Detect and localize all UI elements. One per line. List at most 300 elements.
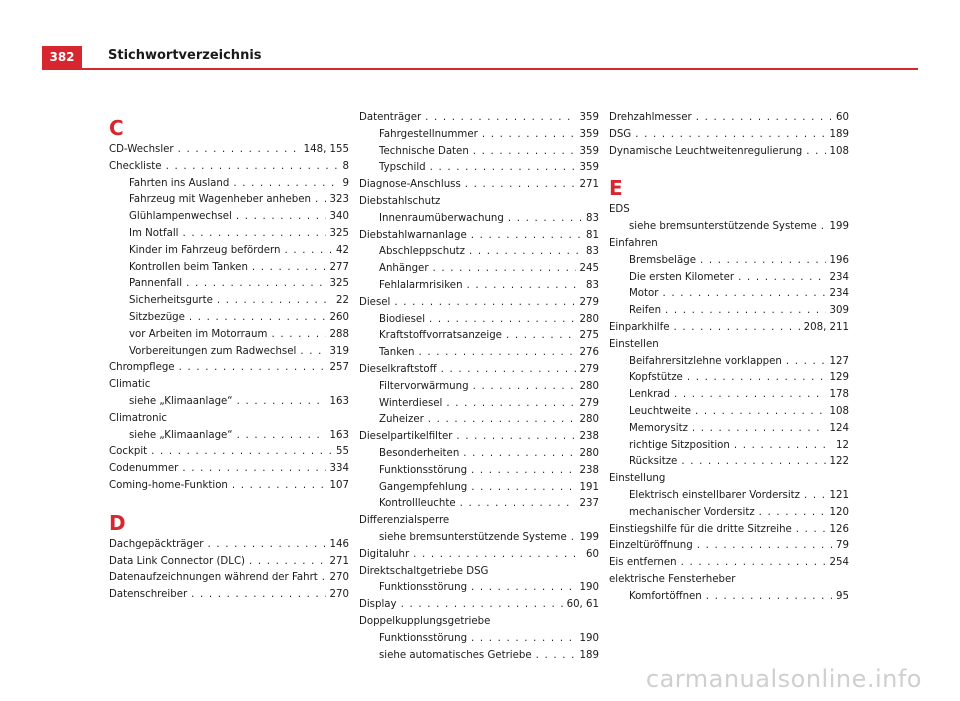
index-subentry: [609, 589, 849, 606]
index-heading-entry: [359, 564, 599, 581]
entry-label: Elektrisch einstellbarer Vordersitz: [629, 489, 801, 501]
entry-page-number: 178: [829, 389, 849, 401]
entry-label: Dieselkraftstoff: [359, 363, 437, 375]
entry-page-number: 279: [579, 363, 599, 375]
entry-label: Datenträger: [359, 112, 422, 123]
index-subentry: [109, 260, 349, 277]
entry-label: Sitzbezüge: [129, 311, 185, 323]
entry-page-number: 108: [829, 405, 849, 417]
entry-page-number: 238: [579, 464, 599, 476]
leader-dots: [182, 461, 325, 478]
entry-label: Data Link Connector (DLC): [109, 555, 246, 567]
entry-label: Einstellen: [609, 338, 659, 350]
entry-label: Display: [359, 599, 397, 611]
entry-page-number: 196: [829, 254, 849, 266]
entry-label: Bremsbeläge: [629, 254, 696, 266]
entry-label: Doppelkupplungsgetriebe: [359, 615, 491, 627]
entry-page-number: 190: [579, 582, 599, 594]
leader-dots: [674, 387, 826, 404]
leader-dots: [425, 110, 575, 127]
index-entry: [109, 360, 349, 377]
entry-label: DSG: [609, 128, 632, 140]
entry-page-number: 275: [579, 330, 599, 342]
entry-page-number: 55: [336, 446, 349, 458]
index-entry: [359, 547, 599, 564]
index-entry: [109, 587, 349, 604]
index-subentry: [609, 387, 849, 404]
entry-page-number: 83: [586, 212, 599, 224]
index-subentry: [359, 496, 599, 513]
entry-page-number: 60: [836, 112, 849, 123]
entry-label: Einzeltüröffnung: [609, 540, 693, 552]
entry-label: siehe bremsunterstützende Systeme: [379, 531, 567, 543]
entry-label: Rücksitze: [629, 456, 678, 468]
entry-page-number: 271: [329, 555, 349, 567]
entry-label: Fahrten ins Ausland: [129, 177, 230, 189]
entry-label: Kontrollleuchte: [379, 498, 456, 510]
index-heading-entry: [359, 513, 599, 530]
entry-label: Innenraumüberwachung: [379, 212, 504, 224]
leader-dots: [695, 404, 826, 421]
entry-label: Funktionsstörung: [379, 464, 468, 476]
entry-page-number: 279: [579, 397, 599, 409]
entry-page-number: 260: [329, 311, 349, 323]
page-title: Stichwortverzeichnis: [108, 48, 262, 63]
entry-page-number: 60, 61: [566, 599, 599, 611]
entry-page-number: 234: [829, 288, 849, 300]
leader-dots: [738, 270, 825, 287]
entry-page-number: 83: [586, 279, 599, 291]
entry-label: Einfahren: [609, 237, 658, 249]
entry-label: Einstellung: [609, 473, 666, 485]
index-subentry: [609, 404, 849, 421]
entry-label: Pannenfall: [129, 278, 183, 290]
section-gap: [109, 495, 349, 505]
entry-label: Biodiesel: [379, 313, 426, 325]
entry-label: Funktionsstörung: [379, 582, 468, 594]
entry-label: Typschild: [379, 162, 426, 174]
entry-page-number: 189: [579, 649, 599, 661]
leader-dots: [413, 547, 582, 564]
entry-page-number: 127: [829, 355, 849, 367]
leader-dots: [734, 438, 832, 455]
index-subentry: [109, 209, 349, 226]
entry-page-number: 208, 211: [803, 321, 849, 333]
entry-page-number: 83: [586, 246, 599, 258]
entry-label: Beifahrersitzlehne vorklappen: [629, 355, 782, 367]
leader-dots: [821, 219, 826, 236]
leader-dots: [179, 360, 326, 377]
entry-page-number: 234: [829, 271, 849, 283]
leader-dots: [463, 446, 575, 463]
entry-label: Dieselpartikelfilter: [359, 431, 453, 443]
leader-dots: [471, 580, 576, 597]
index-entry: [109, 461, 349, 478]
leader-dots: [249, 554, 326, 571]
index-column-1: [109, 110, 349, 604]
leader-dots: [786, 354, 826, 371]
entry-label: Abschleppschutz: [379, 246, 465, 258]
leader-dots: [804, 488, 826, 505]
entry-label: richtige Sitzposition: [629, 439, 730, 451]
index-subentry: [609, 286, 849, 303]
leader-dots: [467, 278, 583, 295]
index-subentry: [359, 530, 599, 547]
index-subentry: [359, 446, 599, 463]
entry-page-number: 280: [579, 380, 599, 392]
leader-dots: [284, 243, 332, 260]
entry-label: Eis entfernen: [609, 557, 677, 569]
leader-dots: [189, 310, 326, 327]
index-subentry: [609, 219, 849, 236]
leader-dots: [315, 192, 326, 209]
index-subentry: [359, 127, 599, 144]
entry-label: Besonderheiten: [379, 447, 460, 459]
entry-page-number: 276: [579, 347, 599, 359]
entry-label: Datenschreiber: [109, 589, 188, 601]
leader-dots: [508, 211, 582, 228]
entry-page-number: 340: [329, 211, 349, 223]
leader-dots: [207, 537, 325, 554]
leader-dots: [428, 412, 576, 429]
index-subentry: [609, 488, 849, 505]
leader-dots: [429, 312, 576, 329]
index-subentry: [109, 310, 349, 327]
leader-dots: [217, 293, 332, 310]
index-subentry: [609, 454, 849, 471]
entry-label: Drehzahlmesser: [609, 112, 692, 123]
index-entry: [359, 228, 599, 245]
entry-label: Checkliste: [109, 160, 162, 172]
entry-label: Die ersten Kilometer: [629, 271, 735, 283]
entry-page-number: 189: [829, 128, 849, 140]
entry-page-number: 280: [579, 447, 599, 459]
leader-dots: [401, 597, 563, 614]
leader-dots: [394, 295, 575, 312]
entry-page-number: 280: [579, 313, 599, 325]
leader-dots: [471, 463, 576, 480]
index-subentry: [609, 421, 849, 438]
entry-label: Reifen: [629, 305, 662, 317]
entry-page-number: 95: [836, 590, 849, 602]
entry-label: Tanken: [379, 347, 415, 359]
entry-page-number: 60: [586, 548, 599, 560]
leader-dots: [469, 244, 582, 261]
entry-label: Coming-home-Funktion: [109, 479, 228, 491]
index-entry: [359, 295, 599, 312]
index-heading-entry: [609, 236, 849, 253]
index-entry: [109, 159, 349, 176]
entry-label: Motor: [629, 288, 659, 300]
leader-dots: [271, 327, 325, 344]
index-subentry: [359, 580, 599, 597]
index-subentry: [609, 505, 849, 522]
entry-page-number: 325: [329, 227, 349, 239]
entry-page-number: 277: [329, 261, 349, 273]
leader-dots: [237, 428, 326, 445]
entry-label: CD-Wechsler: [109, 144, 174, 155]
entry-label: siehe bremsunterstützende Systeme: [629, 221, 817, 233]
index-subentry: [609, 370, 849, 387]
leader-dots: [571, 530, 576, 547]
index-subentry: [109, 428, 349, 445]
index-entry: [359, 110, 599, 127]
entry-label: Einstiegshilfe für die dritte Sitzreihe: [609, 523, 792, 535]
index-letter-heading: E: [609, 176, 623, 201]
leader-dots: [473, 144, 576, 161]
leader-dots: [681, 454, 825, 471]
entry-page-number: 12: [836, 439, 849, 451]
index-heading-entry: [109, 411, 349, 428]
entry-label: Zuheizer: [379, 414, 424, 426]
leader-dots: [706, 589, 832, 606]
entry-page-number: 271: [579, 179, 599, 191]
entry-page-number: 359: [579, 128, 599, 140]
entry-page-number: 163: [329, 429, 349, 441]
entry-label: Lenkrad: [629, 389, 671, 401]
index-column-2: [359, 110, 599, 664]
entry-label: Chrompflege: [109, 362, 175, 374]
entry-page-number: 81: [586, 229, 599, 241]
leader-dots: [237, 394, 326, 411]
index-letter-heading: D: [109, 510, 126, 535]
entry-label: Glühlampenwechsel: [129, 211, 232, 223]
index-subentry: [109, 226, 349, 243]
index-subentry: [359, 463, 599, 480]
leader-dots: [506, 328, 576, 345]
page-header: [0, 40, 960, 70]
watermark: carmanualsonline.info: [645, 665, 922, 693]
entry-page-number: 309: [829, 305, 849, 317]
leader-dots: [233, 176, 338, 193]
index-subentry: [359, 244, 599, 261]
index-entry: [109, 142, 349, 159]
index-subentry: [359, 312, 599, 329]
leader-dots: [635, 127, 825, 144]
leader-dots: [446, 396, 575, 413]
index-subentry: [109, 344, 349, 361]
entry-page-number: 120: [829, 506, 849, 518]
entry-page-number: 146: [329, 538, 349, 550]
entry-label: Fahrzeug mit Wagenheber anheben: [129, 194, 311, 206]
entry-page-number: 323: [329, 194, 349, 206]
index-subentry: [609, 438, 849, 455]
index-subentry: [359, 631, 599, 648]
index-subentry: [359, 396, 599, 413]
entry-page-number: 237: [579, 498, 599, 510]
entry-label: elektrische Fensterheber: [609, 573, 736, 585]
index-subentry: [109, 243, 349, 260]
index-heading-entry: [359, 614, 599, 631]
index-entry: [109, 554, 349, 571]
index-subentry: [359, 648, 599, 665]
index-heading-entry: [609, 471, 849, 488]
entry-label: EDS: [609, 204, 630, 216]
index-heading-entry: [109, 377, 349, 394]
index-subentry: [359, 412, 599, 429]
entry-label: Kontrollen beim Tanken: [129, 261, 248, 273]
entry-label: Kinder im Fahrzeug befördern: [129, 244, 281, 256]
index-heading-entry: [609, 572, 849, 589]
entry-label: Einparkhilfe: [609, 321, 670, 333]
index-subentry: [109, 394, 349, 411]
index-subentry: [609, 270, 849, 287]
leader-dots: [441, 362, 576, 379]
index-subentry: [609, 354, 849, 371]
entry-label: Datenaufzeichnungen während der Fahrt: [109, 572, 318, 584]
index-subentry: [359, 160, 599, 177]
index-subentry: [109, 176, 349, 193]
index-subentry: [359, 261, 599, 278]
leader-dots: [662, 286, 825, 303]
index-entry: [609, 110, 849, 127]
entry-label: Codenummer: [109, 463, 179, 475]
entry-page-number: 129: [829, 372, 849, 384]
entry-label: Vorbereitungen zum Radwechsel: [129, 345, 297, 357]
leader-dots: [700, 253, 826, 270]
leader-dots: [471, 228, 582, 245]
index-subentry: [359, 211, 599, 228]
entry-page-number: 79: [836, 540, 849, 552]
index-entry: [359, 362, 599, 379]
entry-label: Memorysitz: [629, 422, 688, 434]
leader-dots: [482, 127, 576, 144]
index-subentry: [109, 327, 349, 344]
leader-dots: [473, 379, 576, 396]
entry-label: Anhänger: [379, 263, 429, 275]
entry-label: Im Notfall: [129, 227, 179, 239]
index-subentry: [109, 293, 349, 310]
entry-page-number: 108: [829, 145, 849, 157]
leader-dots: [674, 320, 800, 337]
index-entry: [109, 537, 349, 554]
entry-label: Direktschaltgetriebe DSG: [359, 565, 489, 577]
index-entry: [609, 320, 849, 337]
leader-dots: [665, 303, 826, 320]
leader-dots: [430, 160, 576, 177]
leader-dots: [166, 159, 339, 176]
index-entry: [609, 144, 849, 161]
index-subentry: [109, 276, 349, 293]
index-entry: [109, 444, 349, 461]
entry-page-number: 22: [336, 295, 349, 307]
index-subentry: [109, 192, 349, 209]
index-subentry: [359, 278, 599, 295]
index-entry: [359, 177, 599, 194]
leader-dots: [322, 570, 326, 587]
entry-label: Fehlalarmrisiken: [379, 279, 463, 291]
leader-dots: [681, 555, 826, 572]
entry-label: Kraftstoffvorratsanzeige: [379, 330, 502, 342]
entry-page-number: 124: [829, 422, 849, 434]
entry-label: Kopfstütze: [629, 372, 683, 384]
leader-dots: [236, 209, 326, 226]
entry-label: vor Arbeiten im Motorraum: [129, 328, 268, 340]
section-gap: [609, 160, 849, 170]
entry-label: Dynamische Leuchtweitenregulierung: [609, 145, 803, 157]
leader-dots: [697, 538, 832, 555]
index-subentry: [359, 328, 599, 345]
index-subentry: [359, 379, 599, 396]
index-entry: [609, 538, 849, 555]
entry-label: Cockpit: [109, 446, 148, 458]
leader-dots: [419, 345, 576, 362]
entry-label: Funktionsstörung: [379, 632, 468, 644]
entry-label: mechanischer Vordersitz: [629, 506, 755, 518]
entry-label: Sicherheitsgurte: [129, 295, 213, 307]
leader-dots: [471, 480, 575, 497]
leader-dots: [186, 276, 325, 293]
index-entry: [609, 127, 849, 144]
leader-dots: [796, 522, 826, 539]
leader-dots: [536, 648, 576, 665]
entry-label: siehe automatisches Getriebe: [379, 649, 532, 661]
leader-dots: [465, 177, 576, 194]
leader-dots: [696, 110, 832, 127]
entry-label: Diesel: [359, 296, 391, 308]
leader-dots: [191, 587, 325, 604]
entry-page-number: 254: [829, 557, 849, 569]
entry-page-number: 9: [342, 177, 349, 189]
entry-page-number: 359: [579, 145, 599, 157]
entry-page-number: 107: [329, 479, 349, 491]
leader-dots: [806, 144, 825, 161]
leader-dots: [252, 260, 326, 277]
entry-label: siehe „Klimaanlage“: [129, 429, 233, 441]
index-heading-entry: [359, 194, 599, 211]
entry-label: Diebstahlschutz: [359, 195, 441, 207]
index-entry: [609, 522, 849, 539]
entry-label: Technische Daten: [379, 145, 469, 157]
index-heading-entry: [609, 202, 849, 219]
index-subentry: [609, 303, 849, 320]
leader-dots: [178, 142, 300, 159]
entry-page-number: 199: [579, 531, 599, 543]
index-entry: [359, 429, 599, 446]
entry-page-number: 359: [579, 112, 599, 123]
index-column-3: [609, 110, 849, 606]
page-number: 382: [42, 46, 82, 68]
entry-page-number: 279: [579, 296, 599, 308]
leader-dots: [151, 444, 332, 461]
entry-page-number: 148, 155: [303, 144, 349, 155]
entry-page-number: 191: [579, 481, 599, 493]
entry-label: Filtervorwärmung: [379, 380, 469, 392]
entry-page-number: 359: [579, 162, 599, 174]
index-letter-heading: C: [109, 116, 124, 140]
entry-label: Differenzialsperre: [359, 515, 450, 527]
entry-label: Winterdiesel: [379, 397, 443, 409]
entry-page-number: 122: [829, 456, 849, 468]
entry-label: Komfortöffnen: [629, 590, 702, 602]
entry-page-number: 238: [579, 431, 599, 443]
entry-page-number: 280: [579, 414, 599, 426]
leader-dots: [471, 631, 576, 648]
entry-page-number: 319: [329, 345, 349, 357]
entry-label: Dachgepäckträger: [109, 538, 204, 550]
entry-page-number: 270: [329, 572, 349, 584]
entry-page-number: 288: [329, 328, 349, 340]
header-divider: [42, 68, 918, 70]
entry-page-number: 334: [329, 463, 349, 475]
leader-dots: [456, 429, 575, 446]
leader-dots: [692, 421, 826, 438]
leader-dots: [759, 505, 826, 522]
entry-label: siehe „Klimaanlage“: [129, 395, 233, 407]
entry-label: Fahrgestellnummer: [379, 128, 478, 140]
index-entry: [109, 478, 349, 495]
entry-page-number: 121: [829, 489, 849, 501]
